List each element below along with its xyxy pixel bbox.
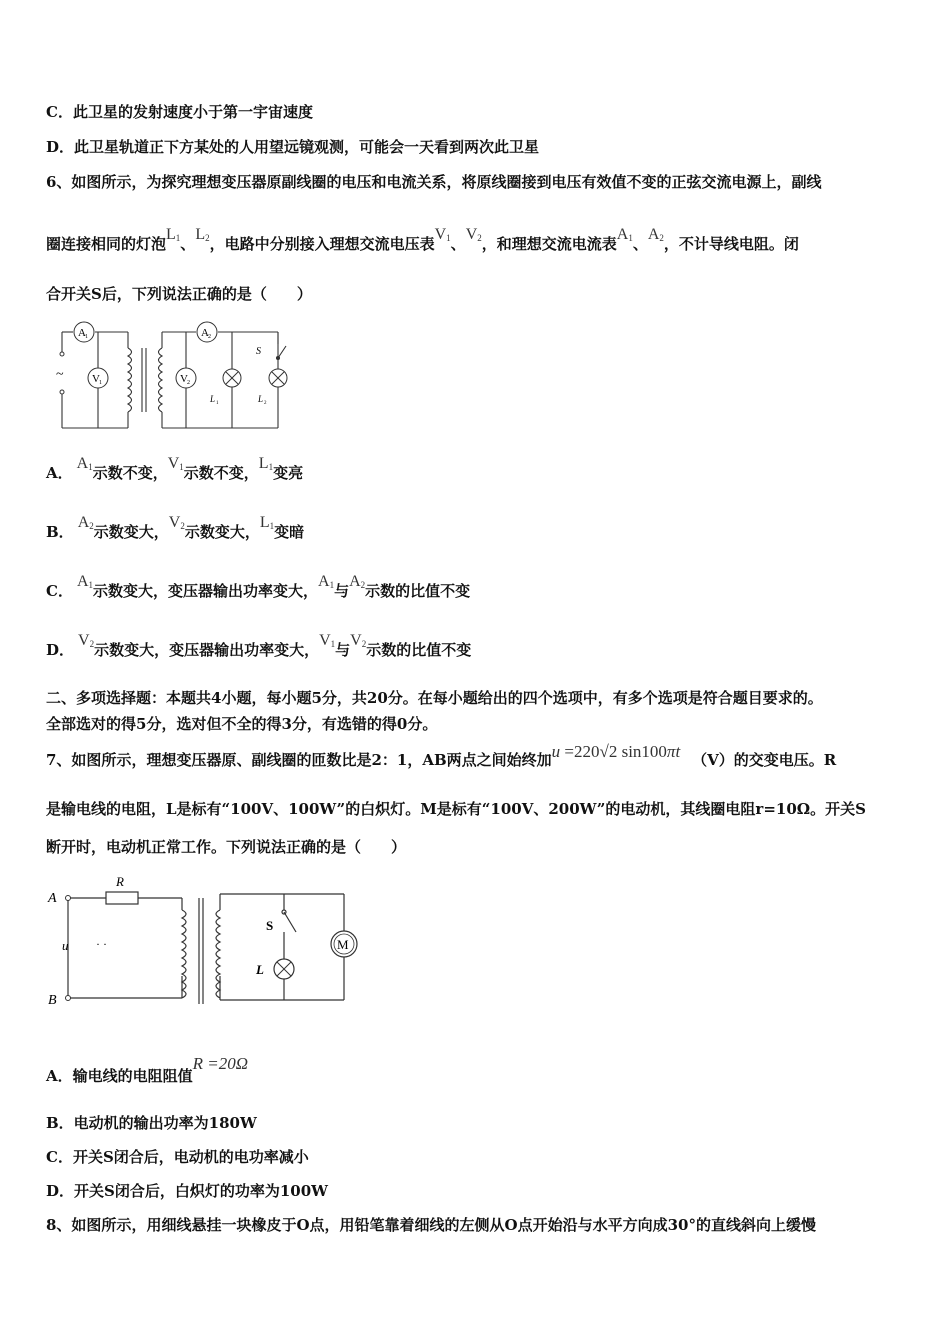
- q6-text: 、: [180, 235, 196, 253]
- svg-text:A: A: [201, 327, 209, 339]
- q7-option-b: B．电动机的输出功率为180W: [46, 1114, 257, 1132]
- motor-m: [331, 931, 357, 957]
- svg-text:2: 2: [187, 380, 190, 386]
- q6-text: ，不计导线电阻。闭: [663, 235, 799, 253]
- q6-stem-line1: 6、如图所示，为探究理想变压器原副线圈的电压和电流关系，将原线圈接到电压有效值不变的正弦交流电源上，副线: [46, 173, 822, 191]
- ac-terminal-top: [60, 352, 64, 356]
- q7-option-d: D．开关S闭合后，白炽灯的功率为100W: [46, 1182, 328, 1200]
- q6-option-c: C．$A_1$示数变大，变压器输出功率变大，$A_1$与$A_2$示数的比值不变: [46, 573, 471, 600]
- lamp-l: [274, 959, 294, 979]
- svg-text:1: 1: [85, 334, 88, 340]
- svg-text:L: L: [258, 394, 264, 404]
- lamp-l1: [209, 369, 241, 406]
- svg-text:1: 1: [99, 380, 102, 386]
- ammeter-a1: [74, 322, 94, 342]
- symbol-V1: $V_1$: [434, 226, 451, 243]
- q7-circuit-diagram: [44, 870, 364, 1010]
- q6-option-b: B．$A_2$示数变大，$V_2$示数变大，$L_1$变暗: [46, 514, 305, 541]
- q7-stem-line2: 是输电线的电阻，L是标有“100V、100W”的白炽灯。M是标有“100V、200W”的电动机，其线圈电阻r=10Ω。开关S: [46, 800, 866, 818]
- dots: · ·: [96, 937, 107, 951]
- ac-source-symbol: ~: [56, 367, 64, 382]
- symbol-V2: $V_2$: [465, 226, 482, 243]
- q7-option-c: C．开关S闭合后，电动机的电功率减小: [46, 1148, 309, 1166]
- terminal-a: [66, 896, 71, 901]
- svg-text:M: M: [337, 937, 349, 952]
- svg-text:V: V: [92, 373, 100, 385]
- voltmeter-v1: [88, 368, 108, 388]
- q6-text: ，和理想交流电流表: [481, 235, 617, 253]
- section2-line1: 二、多项选择题：本题共4小题，每小题5分，共20分。在每小题给出的四个选项中，有多个选项是符合题目要求的。: [46, 689, 823, 707]
- lamp-label: L: [256, 962, 264, 977]
- q6-stem-line3: 合开关S后，下列说法正确的是（ ）: [46, 285, 312, 303]
- svg-text:2: 2: [208, 334, 211, 340]
- switch-label: S: [256, 346, 261, 357]
- svg-text:A: A: [78, 327, 86, 339]
- q5-option-c: C．此卫星的发射速度小于第一宇宙速度: [46, 103, 313, 121]
- lamp-l2: [257, 369, 287, 406]
- section2-line2: 全部选对的得5分，选对但不全的得3分，有选错的得0分。: [46, 715, 438, 733]
- svg-text:2: 2: [264, 401, 267, 406]
- symbol-A1: $A_1$: [616, 226, 633, 243]
- q6-text: 圈连接相同的灯泡: [46, 235, 167, 253]
- terminal-b: [66, 996, 71, 1001]
- q5-option-d: D．此卫星轨道正下方某处的人用望远镜观测，可能会一天看到两次此卫星: [46, 138, 540, 156]
- q6-text: 、: [450, 235, 466, 253]
- voltage-u-label: u: [62, 938, 69, 953]
- switch-label: S: [266, 918, 274, 933]
- ac-terminal-bottom: [60, 390, 64, 394]
- q6-stem-line2: [46, 226, 799, 258]
- terminal-b-label: B: [48, 993, 57, 1008]
- symbol-A2: $A_2$: [647, 226, 664, 243]
- q6-option-d: D．$V_2$示数变大，变压器输出功率变大，$V_1$与$V_2$示数的比值不变: [46, 632, 472, 659]
- resistor-r: [106, 892, 138, 904]
- resistor-label: R: [116, 874, 124, 889]
- q7-option-a: A．输电线的电阻阻值R =20Ω: [46, 1054, 249, 1085]
- voltmeter-v2: [176, 368, 196, 388]
- terminal-a-label: A: [48, 891, 57, 906]
- q7-stem-line1: 7、如图所示，理想变压器原、副线圈的匝数比是2：1，AB两点之间始终加u =220√2 sin100πt （V）的交变电压。R: [46, 742, 837, 769]
- q6-text: ，电路中分别接入理想交流电压表: [209, 235, 435, 253]
- svg-text:V: V: [180, 373, 188, 385]
- q7-stem-line3: 断开时，电动机正常工作。下列说法正确的是（ ）: [46, 838, 407, 856]
- q6-circuit-diagram: [52, 318, 292, 436]
- switch-s: [282, 910, 296, 932]
- q8-stem-line1: 8、如图所示，用细线悬挂一块橡皮于O点，用铅笔靠着细线的左侧从O点开始沿与水平方向成30°的直线斜向上缓慢: [46, 1216, 816, 1234]
- q6-option-a: A．$A_1$示数不变，$V_1$示数不变，$L_1$变亮: [46, 455, 304, 482]
- svg-text:1: 1: [216, 401, 219, 406]
- voltage-equation: u =220√2 sin100πt: [551, 742, 681, 761]
- svg-text:L: L: [210, 394, 216, 404]
- symbol-L2: $L_2$: [195, 226, 210, 243]
- q6-text: 、: [632, 235, 648, 253]
- ammeter-a2: [197, 322, 217, 342]
- resistance-equation: R =20Ω: [192, 1054, 249, 1073]
- symbol-L1: $L_1$: [166, 226, 181, 243]
